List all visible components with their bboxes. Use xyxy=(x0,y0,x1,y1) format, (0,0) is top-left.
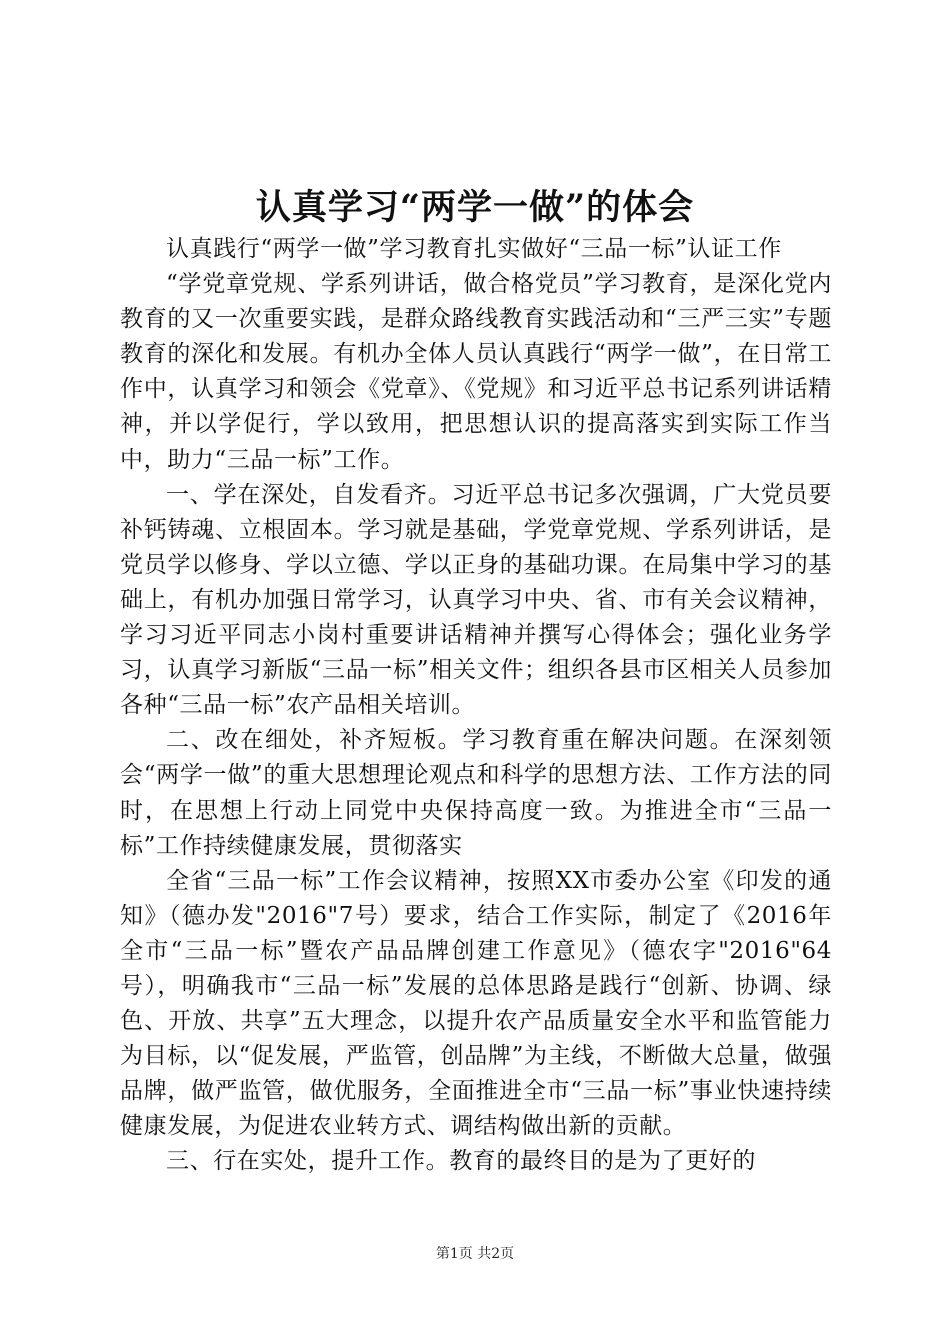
page-number-footer: 第1页 共2页 xyxy=(435,1246,515,1262)
paragraph-section-one: 一、学在深处，自发看齐。习近平总书记多次强调，广大党员要补钙铸魂、立根固本。学习就是基础，学党章党规、学系列讲话，是党员学以修身、学以立德、学以正身的基础功课。在局集中学习的基础上，有机办加强日常学习，认真学习中央、省、市有关会议精神，学习习近平同志小岗村重要讲话精神并撰写心得体会；强化业务学习，认真学习新版“三品一标”相关文件；组织各县市区相关人员参加各种“三品一标”农产品相关培训。 xyxy=(120,481,832,719)
paragraph-section-two: 二、改在细处，补齐短板。学习教育重在解决问题。在深刻领会“两学一做”的重大思想理论观点和科学的思想方法、工作方法的同时，在思想上行动上同党中央保持高度一致。为推进全市“三品一标”工作持续健康发展，贯彻落实 xyxy=(120,727,832,859)
paragraph-intro: “学党章党规、学系列讲话，做合格党员”学习教育，是深化党内教育的又一次重要实践，是群众路线教育实践活动和“三严三实”专题教育的深化和发展。有机办全体人员认真践行“两学一做”，在日常工作中，认真学习和领会《党章》、《党规》和习近平总书记系列讲话精神，并以学促行，学以致用，把思想认识的提高落实到实际工作当中，助力“三品一标”工作。 xyxy=(120,271,832,473)
paragraph-section-three: 三、行在实处，提升工作。教育的最终目的是为了更好的 xyxy=(166,1148,756,1175)
document-body xyxy=(120,232,832,1180)
paragraph-subtitle: 认真践行“两学一做”学习教育扎实做好“三品一标”认证工作 xyxy=(166,236,782,262)
document-title: 认真学习“两学一做”的体会 xyxy=(255,187,695,228)
paragraph-section-two-continued: 全省“三品一标”工作会议精神，按照XX市委办公室《印发的通知》（德办发"2016"7号）要求，结合工作实际，制定了《2016年全市“三品一标”暨农产品品牌创建工作意见》（德农字"2016"64号），明确我市“三品一标”发展的总体思路是践行“创新、协调、绿色、开放、共享”五大理念，以提升农产品质量安全水平和监管能力为目标，以“促发展，严监管，创品牌”为主线，不断做大总量，做强品牌，做严监管，做优服务，全面推进全市“三品一标”事业快速持续健康发展，为促进农业转方式、调结构做出新的贡献。 xyxy=(120,867,832,1140)
